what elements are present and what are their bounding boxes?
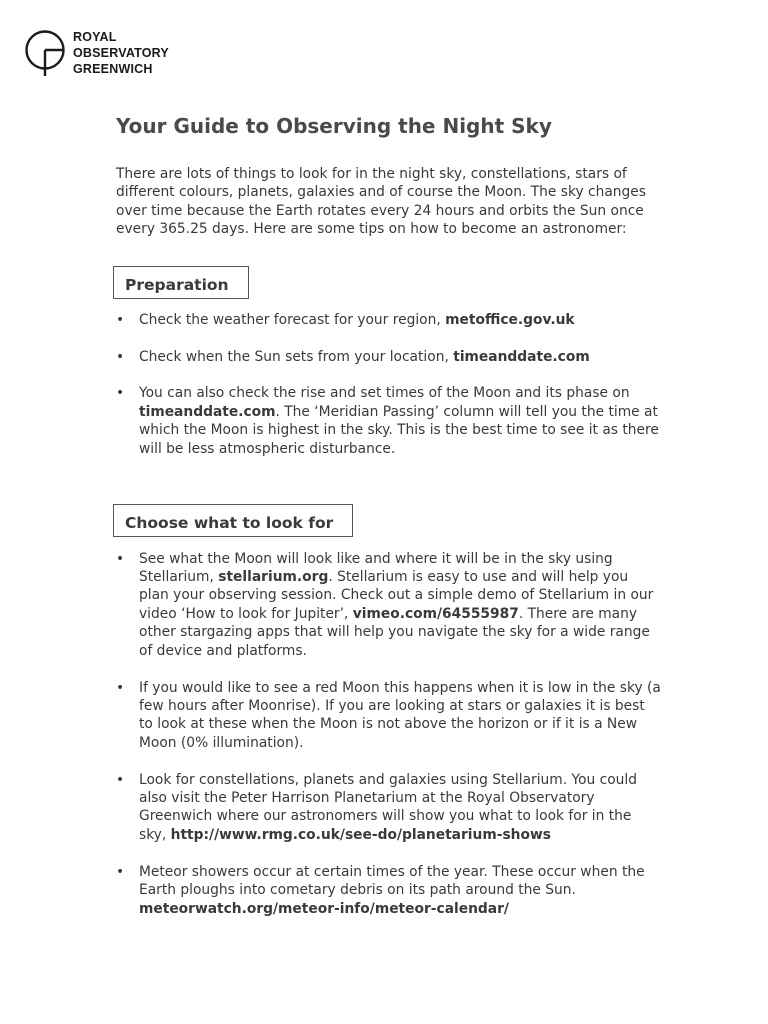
rog-logo: [24, 28, 169, 78]
list-item-text: . There are many other stargazing apps that will help you navigate the sky for a wide range of device and platforms.: [139, 605, 650, 659]
list-item-text: Check the weather forecast for your region,: [139, 311, 446, 328]
logo-wordmark: [73, 29, 169, 77]
list-item-text: . Stellarium is easy to use and will help you plan your observing session. Check out a simple demo of Stellarium in our video ‘How to look for Jupiter’,: [139, 568, 654, 622]
list-item-text: You can also check the rise and set times of the Moon and its phase on: [139, 385, 630, 402]
list-item: [116, 550, 661, 660]
meteorwatch-link[interactable]: meteorwatch.org/meteor-info/meteor-calendar/: [139, 900, 509, 917]
list-item: [116, 311, 661, 329]
logo-line-3: GREENWICH: [73, 62, 153, 76]
rog-logo-icon: [24, 28, 68, 78]
list-item-text: Check when the Sun sets from your location,: [139, 348, 454, 365]
list-item: [116, 348, 661, 366]
logo-line-2: OBSERVATORY: [73, 46, 169, 60]
list-item-text: If you would like to see a red Moon this happens when it is low in the sky (a few hours after Moonrise). If you are looking at stars or galaxies it is best to look at these when the Moon is not above the horizon or if it is a New Moon (0% illumination).: [139, 679, 661, 751]
list-item-text: Look for constellations, planets and galaxies using Stellarium. You could also visit the Peter Harrison Planetarium at the Royal Observatory Greenwich where our astronomers will show you what to look for in the sky,: [139, 771, 638, 843]
timeanddate-link[interactable]: timeanddate.com: [453, 348, 590, 365]
section-heading-preparation: Preparation: [113, 266, 249, 299]
stellarium-link[interactable]: stellarium.org: [218, 568, 329, 585]
list-item: [116, 863, 661, 918]
vimeo-link[interactable]: vimeo.com/64555987: [352, 605, 519, 622]
list-item-text: . The ‘Meridian Passing’ column will tell you the time at which the Moon is highest in the sky. This is the best time to see it as there will be less atmospheric disturbance.: [139, 403, 659, 457]
section-heading-choose: Choose what to look for: [113, 504, 353, 537]
list-item-text: See what the Moon will look like and where it will be in the sky using Stellarium,: [139, 550, 613, 585]
main-content: [116, 112, 661, 936]
logo-line-1: ROYAL: [73, 30, 117, 44]
preparation-list: [116, 311, 661, 458]
choose-list: [116, 550, 661, 918]
timeanddate-link[interactable]: timeanddate.com: [139, 403, 276, 420]
list-item: [116, 771, 661, 845]
planetarium-link[interactable]: http://www.rmg.co.uk/see-do/planetarium-shows: [170, 826, 551, 843]
list-item: [116, 679, 661, 753]
page-title: Your Guide to Observing the Night Sky: [116, 114, 552, 138]
list-item-text: Meteor showers occur at certain times of the year. These occur when the Earth ploughs into cometary debris on its path around the Sun.: [139, 863, 645, 899]
intro-paragraph: There are lots of things to look for in the night sky, constellations, stars of different colours, planets, galaxies and of course the Moon. The sky changes over time because the Earth rotates every 24 hours and orbits the Sun once every 365.25 days. Here are some tips on how to become an astronomer:: [116, 166, 646, 238]
metoffice-link[interactable]: metoffice.gov.uk: [445, 311, 575, 328]
list-item: [116, 384, 661, 458]
